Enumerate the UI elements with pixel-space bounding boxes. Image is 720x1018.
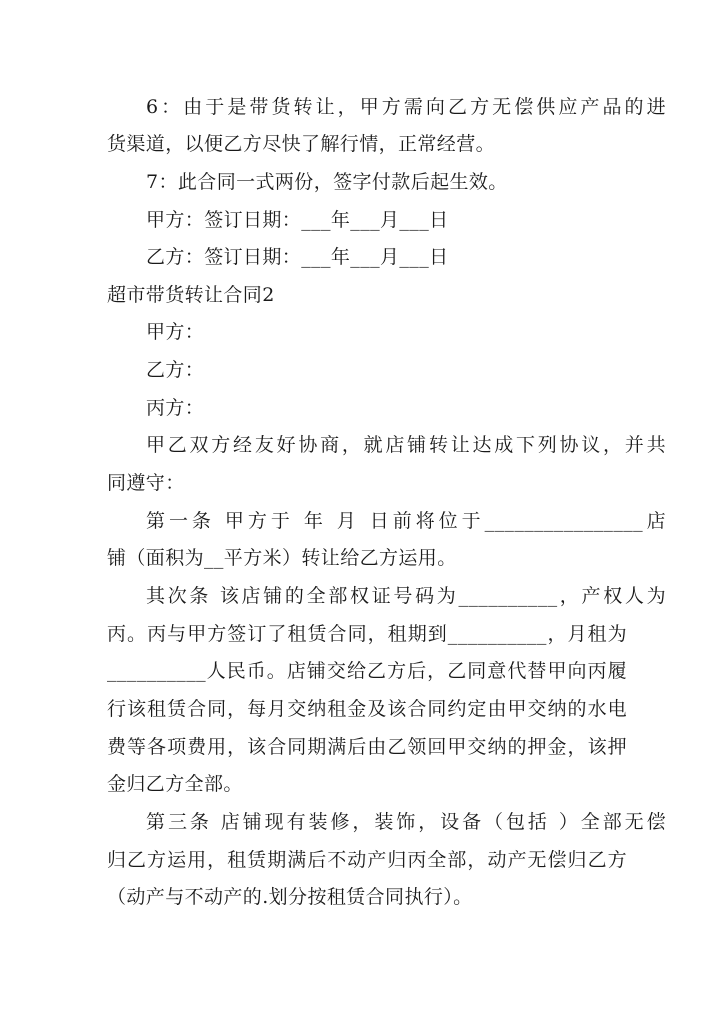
party-a-sign-date: 甲方：签订日期：___年___月___日 xyxy=(146,209,449,231)
article-3-line-2: 归乙方运用，租赁期满后不动产归丙全部，动产无偿归乙方 xyxy=(107,849,627,871)
article-2-line-3: __________人民币。店铺交给乙方后，乙同意代替甲向丙履 xyxy=(107,660,627,682)
party-c-label: 丙方： xyxy=(146,397,205,419)
paragraph-7: 7：此合同一式两份，签字付款后起生效。 xyxy=(146,171,508,193)
party-b-label: 乙方： xyxy=(146,359,205,381)
article-1-line-1: 第一条 甲方于 年 月 日前将位于________________店 xyxy=(146,510,666,532)
paragraph-6-line-1: 6：由于是带货转让，甲方需向乙方无偿供应产品的进 xyxy=(146,96,666,118)
article-3-line-1: 第三条 店铺现有装修，装饰，设备（包括 ）全部无偿 xyxy=(146,811,666,833)
article-2-line-4: 行该租赁合同，每月交纳租金及该合同约定由甲交纳的水电 xyxy=(107,698,627,720)
article-3-line-3: （动产与不动产的.划分按租赁合同执行）。 xyxy=(107,886,473,908)
article-2-line-5: 费等各项费用，该合同期满后由乙领回甲交纳的押金，该押 xyxy=(107,736,627,758)
party-b-sign-date: 乙方：签订日期：___年___月___日 xyxy=(146,246,449,268)
section-title: 超市带货转让合同2 xyxy=(107,284,275,306)
article-1-line-2: 铺（面积为__平方米）转让给乙方运用。 xyxy=(107,547,457,569)
intro-line-2: 同遵守： xyxy=(107,472,185,494)
paragraph-6-line-2: 货渠道，以便乙方尽快了解行情，正常经营。 xyxy=(107,133,496,155)
party-a-label: 甲方： xyxy=(146,321,205,343)
intro-line-1: 甲乙双方经友好协商，就店铺转让达成下列协议，并共 xyxy=(146,434,666,456)
article-2-line-2: 丙。丙与甲方签订了租赁合同，租期到__________，月租为 xyxy=(107,623,627,645)
article-2-line-6: 金归乙方全部。 xyxy=(107,773,243,795)
article-2-line-1: 其次条 该店铺的全部权证号码为__________，产权人为 xyxy=(146,585,666,607)
